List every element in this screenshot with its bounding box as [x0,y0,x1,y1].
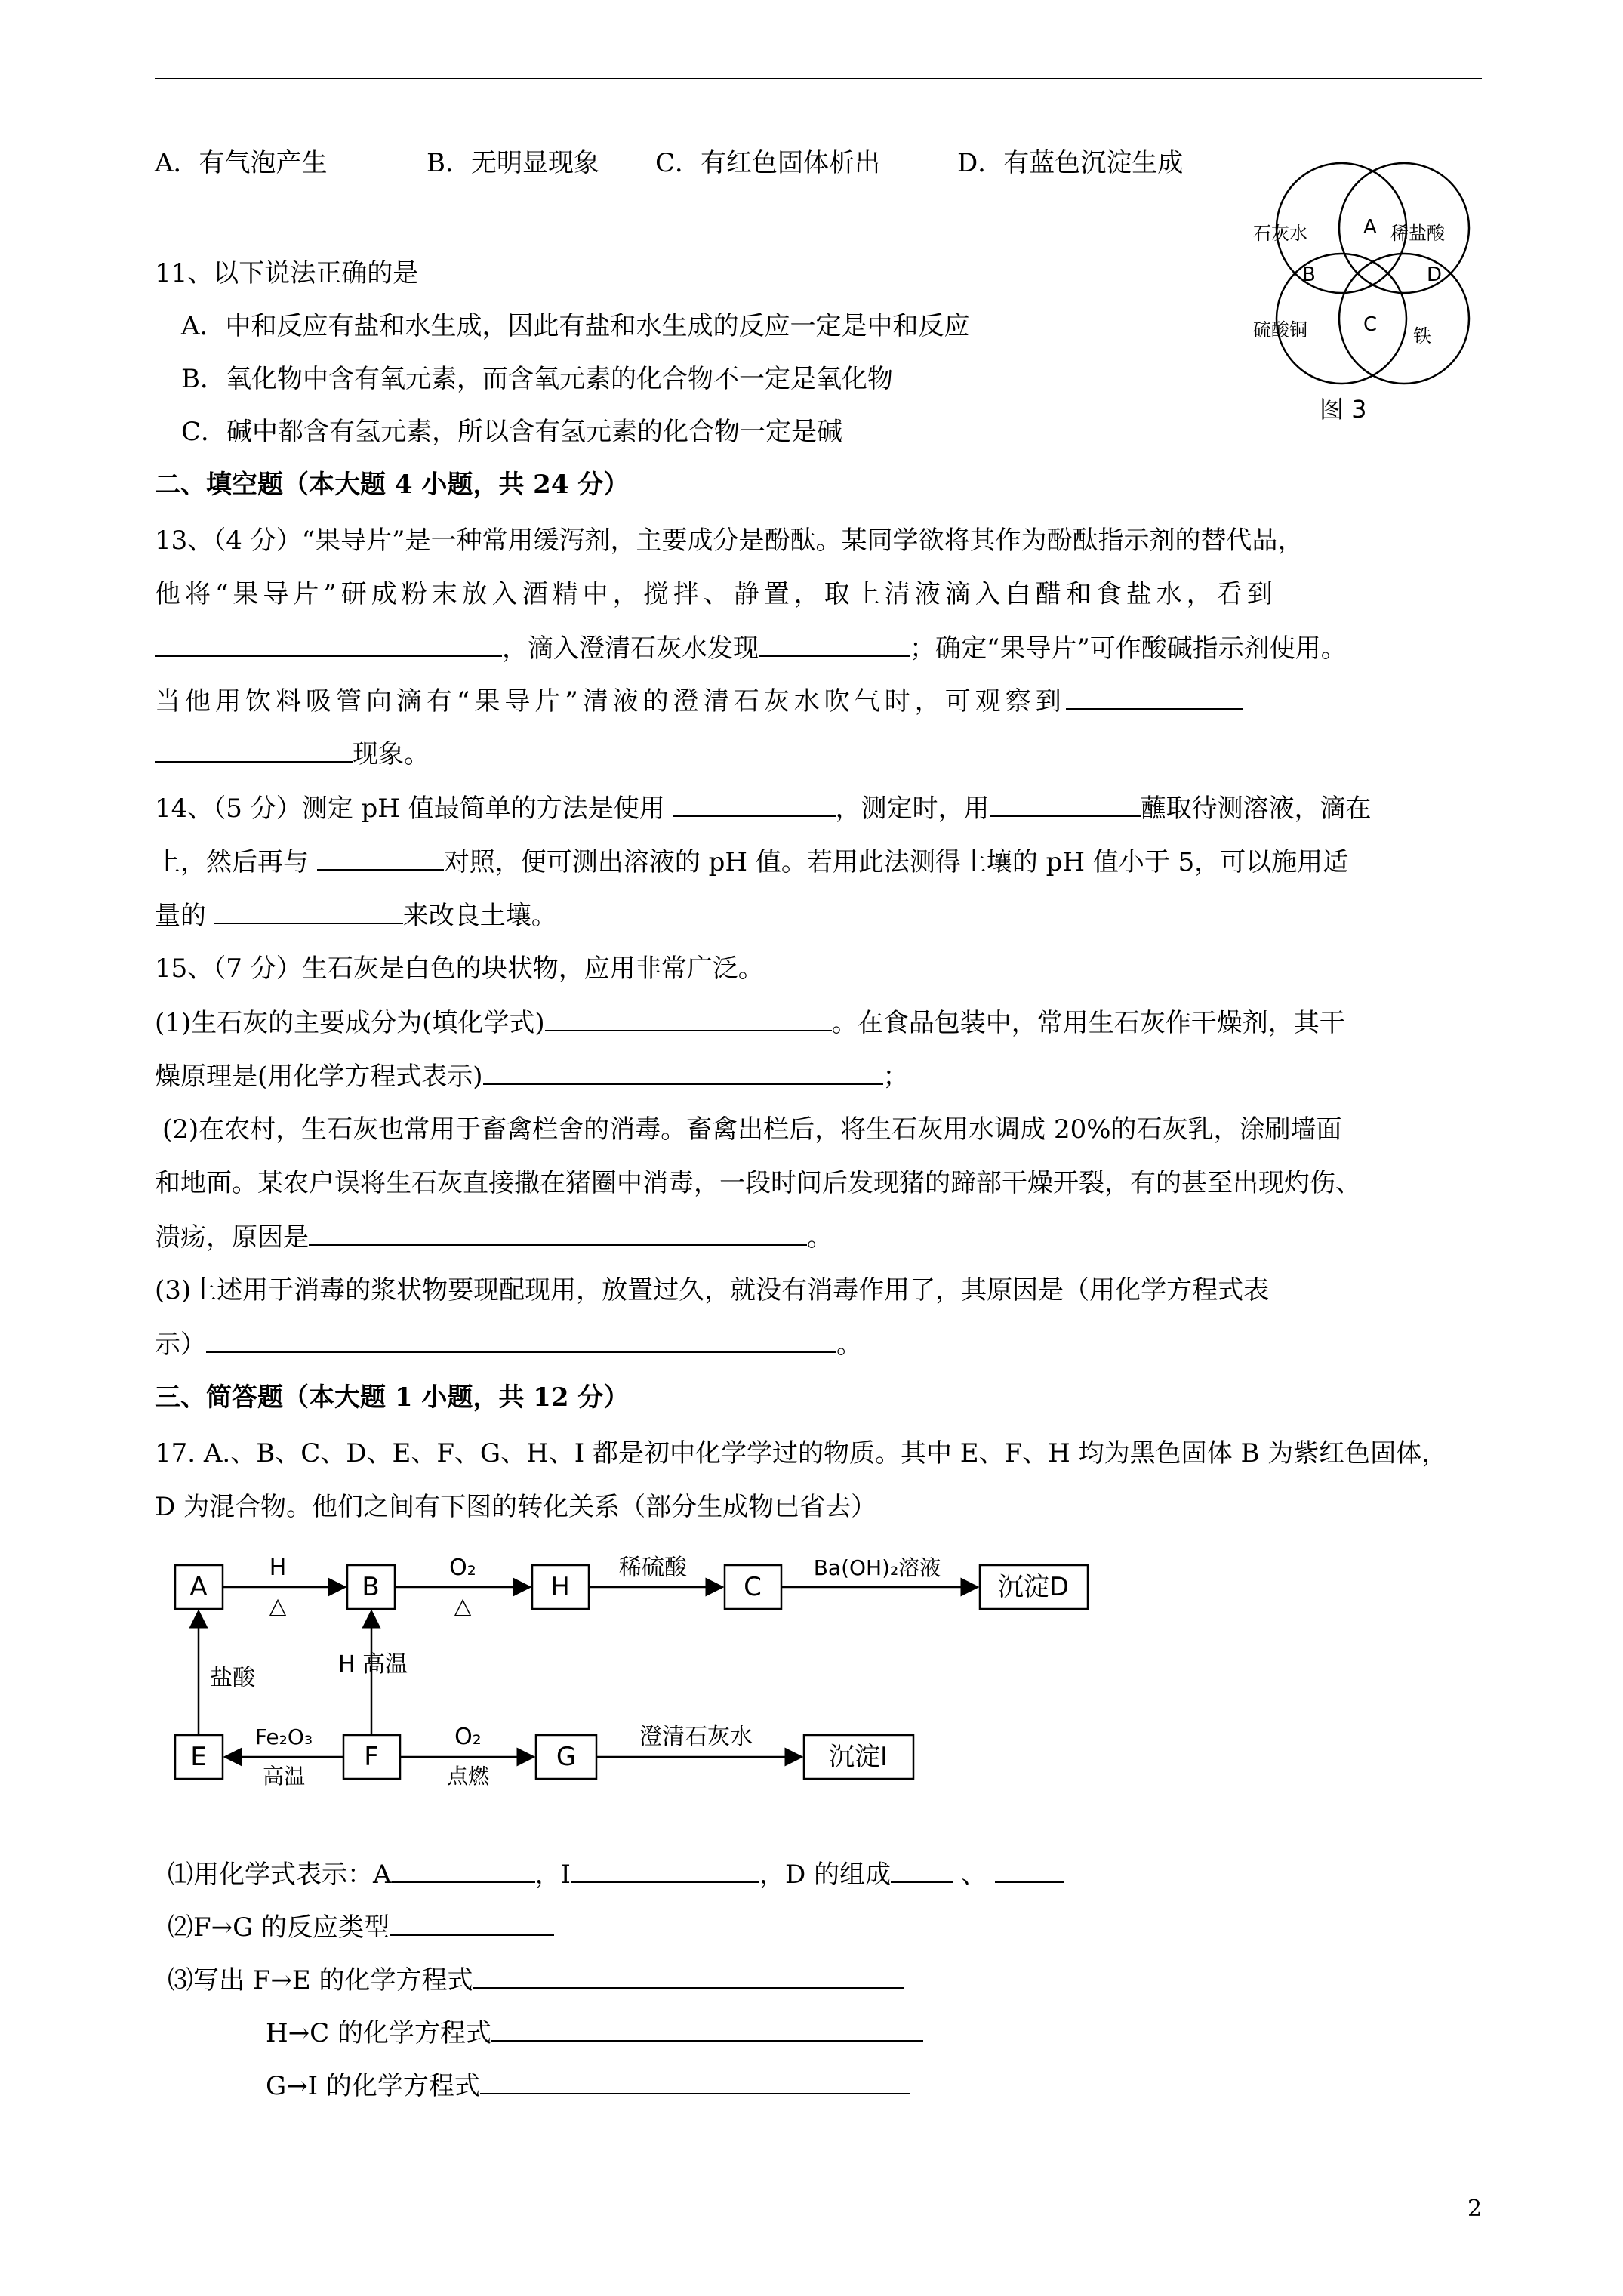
q15-text-2c: 溃疡，原因是 [155,1222,309,1253]
q15-part3-line1: (3)上述用于消毒的浆状物要现配现用，放置过久，就没有消毒作用了，其原因是（用化学方程式表 [155,1275,1270,1305]
q14-blank-4[interactable] [214,900,403,924]
q13-text-3a: ，滴入澄清石灰水发现 [502,633,759,664]
label-bh-bottom: △ [454,1593,472,1620]
q13-text-4: 当他用饮料吸管向滴有“果导片”清液的澄清石灰水吹气时，可观察到 [155,686,1066,717]
label-cd-top: Ba(OH)₂溶液 [813,1555,941,1580]
q17-part3-hc [266,2017,923,2048]
q11-option-a: A．中和反应有盐和水生成，因此有盐和水生成的反应一定是中和反应 [181,311,970,341]
q17-text-1a: ⑴用化学式表示：A [168,1860,392,1890]
q14-text-1a: 14、（5 分）测定 pH 值最简单的方法是使用 [155,794,665,824]
q13-line-2: 他将“果导片”研成粉末放入酒精中，搅拌、静置，取上清液滴入白醋和食盐水，看到 [155,579,1277,609]
q17-text-1c: ，D 的组成 [759,1860,892,1890]
q14-text-2b: 对照，便可测出溶液的 pH 值。若用此法测得土壤的 pH 值小于 5，可以施用适 [443,847,1349,877]
label-hc-top: 稀硫酸 [619,1555,687,1581]
venn-label-cuso4: 硫酸铜 [1253,319,1307,341]
q17-text-3a: ⑶写出 F→E 的化学方程式 [168,1965,473,1996]
node-f: F [364,1742,379,1772]
q14-line-1 [155,793,1372,824]
page-number: 2 [1467,2196,1483,2222]
q14-text-1c: 蘸取待测溶液，滴在 [1140,794,1372,824]
node-precipitate-d: 沉淀D [997,1572,1070,1602]
label-ea-side: 盐酸 [210,1665,255,1691]
q15-stem: 15、（7 分）生石灰是白色的块状物，应用非常广泛。 [155,954,764,984]
venn-circle-iron [1339,254,1469,384]
q10-option-c: C．有红色固体析出 [655,148,881,178]
q17-blank-d1[interactable] [891,1859,953,1883]
node-g: G [556,1742,577,1772]
q15-text-1a: (1)生石灰的主要成分为(填化学式) [155,1008,545,1038]
q17-blank-d2[interactable] [995,1859,1064,1883]
q15-blank-1[interactable] [545,1007,832,1031]
label-fg-bottom: 点燃 [446,1764,490,1789]
q17-line-2: D 为混合物。他们之间有下图的转化关系（部分生成物已省去） [155,1492,877,1522]
q15-part1-line1 [155,1007,1345,1038]
q13-line-3 [155,633,1347,664]
label-gi-top: 澄清石灰水 [639,1724,753,1750]
q15-part2-line1: (2)在农村，生石灰也常用于畜禽栏舍的消毒。畜禽出栏后，将生石灰用水调成 20%的石灰乳，涂刷墙面 [162,1114,1342,1145]
venn-label-hcl: 稀盐酸 [1390,223,1445,244]
q14-blank-2[interactable] [990,793,1141,817]
label-fb-side: H 高温 [338,1651,408,1678]
q11-option-c: C．碱中都含有氢元素，所以含有氢元素的化合物一定是碱 [181,417,843,447]
q14-text-2a: 上，然后再与 [155,847,309,877]
q17-part2 [168,1912,554,1943]
q17-text-1d: 、 [960,1860,987,1890]
node-b: B [362,1572,380,1602]
q13-line-1: 13、（4 分）“果导片”是一种常用缓泻剂，主要成分是酚酞。某同学欲将其作为酚酞指示剂的替代品， [155,525,1304,556]
q14-text-1b: ，测定时，用 [835,794,990,824]
q13-blank-3[interactable] [1066,686,1243,710]
label-fe-bottom: 高温 [262,1764,306,1789]
q13-blank-1[interactable] [155,633,502,657]
node-precipitate-i: 沉淀I [828,1742,888,1772]
q17-blank-type[interactable] [390,1912,554,1936]
q11-option-b: B．氧化物中含有氧元素，而含氧元素的化合物不一定是氧化物 [181,364,893,394]
venn-region-b: B [1302,264,1316,286]
q15-part3-line2 [155,1329,862,1360]
q13-text-3b: ；确定“果导片”可作酸碱指示剂使用。 [910,633,1347,664]
q15-part2-line3 [155,1222,833,1253]
q17-blank-eq-hc[interactable] [491,2017,923,2042]
q17-blank-a[interactable] [392,1859,535,1883]
label-ab-bottom: △ [269,1593,287,1620]
q13-blank-2[interactable] [759,633,910,657]
q10-option-b: B．无明显现象 [427,148,599,178]
q14-text-3a: 量的 [155,901,206,931]
node-h: H [550,1572,570,1602]
q15-text-2d: 。 [807,1222,833,1253]
q17-text-1b: ，I [534,1860,571,1890]
q14-line-3 [155,900,557,931]
q15-blank-3[interactable] [309,1222,807,1246]
q11-stem: 11、以下说法正确的是 [155,258,419,288]
q17-part1 [168,1859,1064,1890]
q15-blank-2[interactable] [483,1061,883,1085]
venn-region-d: D [1427,264,1443,286]
q17-blank-eq-gi[interactable] [480,2070,910,2094]
label-fe-top: Fe₂O₃ [254,1724,313,1749]
q14-blank-3[interactable] [317,846,444,871]
q15-part1-line2 [155,1061,909,1092]
label-fg-top: O₂ [454,1724,482,1750]
q15-text-3b: 示） [155,1330,206,1360]
label-bh-top: O₂ [449,1555,476,1581]
q15-text-3c: 。 [836,1330,862,1360]
node-e: E [190,1742,207,1772]
node-a: A [189,1572,208,1602]
node-c: C [744,1572,762,1602]
venn-diagram [1223,162,1480,434]
q14-blank-1[interactable] [673,793,836,817]
q17-line-1: 17. A.、B、C、D、E、F、G、H、I 都是初中化学学过的物质。其中 E、F、H 均为黑色固体 B 为紫红色固体， [155,1438,1448,1469]
q17-text-3b: H→C 的化学方程式 [266,2018,491,2048]
q17-text-3c: G→I 的化学方程式 [266,2071,480,2101]
conversion-diagram [151,1540,1132,1812]
section-2-title: 二、填空题（本大题 4 小题，共 24 分） [155,470,630,500]
q17-blank-eq-fe[interactable] [473,1965,904,1989]
venn-label-iron: 铁 [1413,325,1431,347]
q10-option-a: A．有气泡产生 [155,148,328,178]
q15-text-1c: 燥原理是(用化学方程式表示) [155,1062,483,1092]
venn-label-limewater: 石灰水 [1253,223,1307,244]
q15-blank-4[interactable] [206,1329,836,1353]
q10-option-d: D．有蓝色沉淀生成 [957,148,1184,178]
q13-line-5 [155,738,430,769]
venn-region-c: C [1363,313,1378,336]
q17-blank-i[interactable] [571,1859,759,1883]
q17-part3-fe [168,1965,904,1996]
venn-circle-cuso4 [1277,254,1406,384]
q14-line-2 [155,846,1348,877]
q13-line-4 [155,686,1243,717]
q15-part2-line2: 和地面。某农户误将生石灰直接撒在猪圈中消毒，一段时间后发现猪的蹄部干燥开裂，有的甚至出现灼伤、 [155,1168,1361,1198]
venn-caption: 图 3 [1320,395,1367,424]
header-rule [155,78,1482,79]
q13-blank-3-cont[interactable] [155,738,353,763]
q17-part3-gi [266,2070,910,2101]
label-ab-top: H [269,1555,287,1581]
q15-text-1b: 。在食品包装中，常用生石灰作干燥剂，其干 [831,1008,1345,1038]
q17-text-2: ⑵F→G 的反应类型 [168,1912,390,1943]
venn-region-a: A [1363,216,1377,239]
q15-text-1d: ； [882,1062,909,1092]
q13-text-5: 现象。 [353,739,430,769]
q14-text-3b: 来改良土壤。 [402,901,557,931]
section-3-title: 三、简答题（本大题 1 小题，共 12 分） [155,1382,630,1413]
